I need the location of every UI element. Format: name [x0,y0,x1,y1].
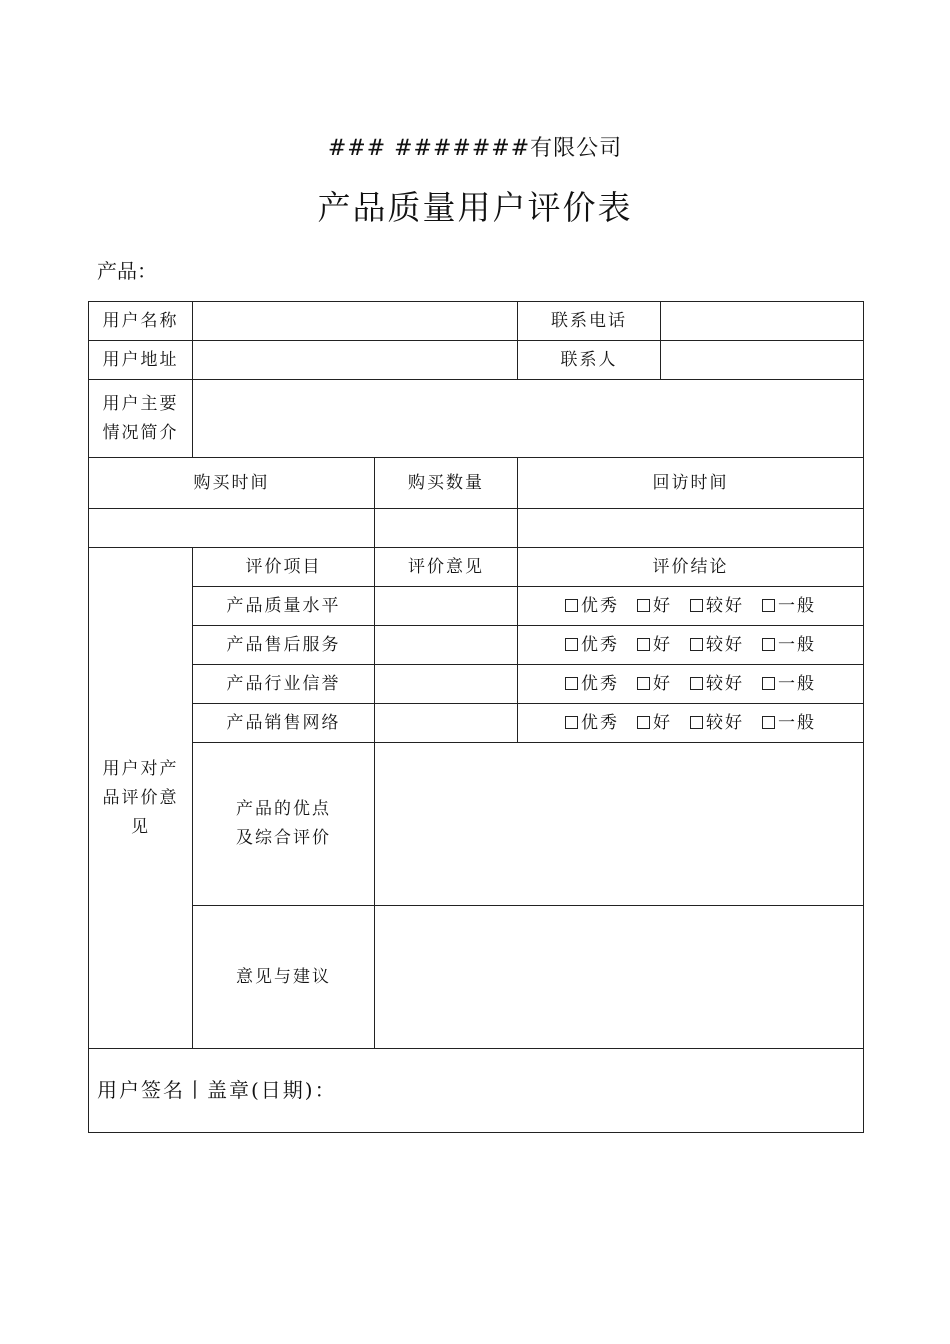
option-average[interactable]: 一般 [762,592,816,621]
col-header-opinion: 评价意见 [375,548,518,587]
user-intro-label [89,380,193,458]
revisit-time-field[interactable] [518,509,864,548]
item-conclusion-options [518,665,864,704]
checkbox-icon[interactable] [762,677,775,690]
table-row [89,380,864,458]
option-good[interactable]: 好 [637,670,672,699]
table-row [89,509,864,548]
checkbox-icon[interactable] [762,638,775,651]
item-conclusion-options [518,704,864,743]
merits-label [193,743,375,906]
option-average[interactable]: 一般 [762,631,816,660]
item-opinion-field[interactable] [375,665,518,704]
table-row [89,743,864,906]
checkbox-icon[interactable] [762,716,775,729]
revisit-time-header: 回访时间 [518,458,864,509]
option-excellent[interactable]: 优秀 [565,631,619,660]
evaluation-side-line3: 见 [131,816,150,837]
option-fairly-good[interactable]: 较好 [690,709,744,738]
option-average[interactable]: 一般 [762,670,816,699]
evaluation-side-line2: 品评价意 [102,787,179,808]
signature-cell[interactable] [89,1049,864,1133]
table-row [89,458,864,509]
item-label: 产品售后服务 [193,626,375,665]
item-label: 产品质量水平 [193,587,375,626]
option-good[interactable]: 好 [637,592,672,621]
purchase-quantity-header: 购买数量 [375,458,518,509]
checkbox-icon[interactable] [637,716,650,729]
option-fairly-good[interactable]: 较好 [690,631,744,660]
item-opinion-field[interactable] [375,587,518,626]
address-label: 用户地址 [89,341,193,380]
product-label: 产品： [97,259,157,283]
col-header-item: 评价项目 [193,548,375,587]
checkbox-icon[interactable] [690,677,703,690]
option-average[interactable]: 一般 [762,709,816,738]
user-name-label: 用户名称 [89,302,193,341]
user-name-field[interactable] [193,302,518,341]
table-row [89,341,864,380]
option-fairly-good[interactable]: 较好 [690,592,744,621]
checkbox-icon[interactable] [637,599,650,612]
item-conclusion-options [518,587,864,626]
purchase-time-field[interactable] [89,509,375,548]
col-header-conclusion: 评价结论 [518,548,864,587]
item-conclusion-options [518,626,864,665]
table-row [89,704,864,743]
user-intro-label-line2: 情况简介 [102,422,179,443]
table-row [89,587,864,626]
option-good[interactable]: 好 [637,709,672,738]
suggestions-field[interactable] [375,906,864,1049]
checkbox-icon[interactable] [637,638,650,651]
address-field[interactable] [193,341,518,380]
table-row [89,548,864,587]
contact-label: 联系人 [518,341,661,380]
checkbox-icon[interactable] [690,599,703,612]
table-row [89,626,864,665]
evaluation-form-table [88,301,864,1133]
option-good[interactable]: 好 [637,631,672,660]
table-row [89,302,864,341]
checkbox-icon[interactable] [565,677,578,690]
item-label: 产品销售网络 [193,704,375,743]
purchase-time-header: 购买时间 [89,458,375,509]
contact-field[interactable] [661,341,864,380]
merits-label-line1: 产品的优点 [236,799,331,819]
phone-label: 联系电话 [518,302,661,341]
item-opinion-field[interactable] [375,704,518,743]
option-excellent[interactable]: 优秀 [565,709,619,738]
merits-label-line2: 及综合评价 [236,828,331,848]
phone-field[interactable] [661,302,864,341]
form-title: 产品质量用户评价表 [317,188,633,227]
evaluation-side-line1: 用户对产 [102,758,179,779]
option-fairly-good[interactable]: 较好 [690,670,744,699]
checkbox-icon[interactable] [690,638,703,651]
table-row [89,906,864,1049]
checkbox-icon[interactable] [565,599,578,612]
suggestions-label: 意见与建议 [193,906,375,1049]
item-opinion-field[interactable] [375,626,518,665]
signature-label: 用户签名丨盖章(日期)： [97,1078,337,1102]
checkbox-icon[interactable] [690,716,703,729]
checkbox-icon[interactable] [762,599,775,612]
purchase-quantity-field[interactable] [375,509,518,548]
table-row [89,1049,864,1133]
checkbox-icon[interactable] [637,677,650,690]
option-excellent[interactable]: 优秀 [565,670,619,699]
option-excellent[interactable]: 优秀 [565,592,619,621]
checkbox-icon[interactable] [565,638,578,651]
user-intro-field[interactable] [193,380,864,458]
evaluation-side-label [89,548,193,1049]
checkbox-icon[interactable] [565,716,578,729]
company-name: ### #######有限公司 [327,136,623,161]
item-label: 产品行业信誉 [193,665,375,704]
table-row [89,665,864,704]
merits-field[interactable] [375,743,864,906]
user-intro-label-line1: 用户主要 [102,393,179,414]
